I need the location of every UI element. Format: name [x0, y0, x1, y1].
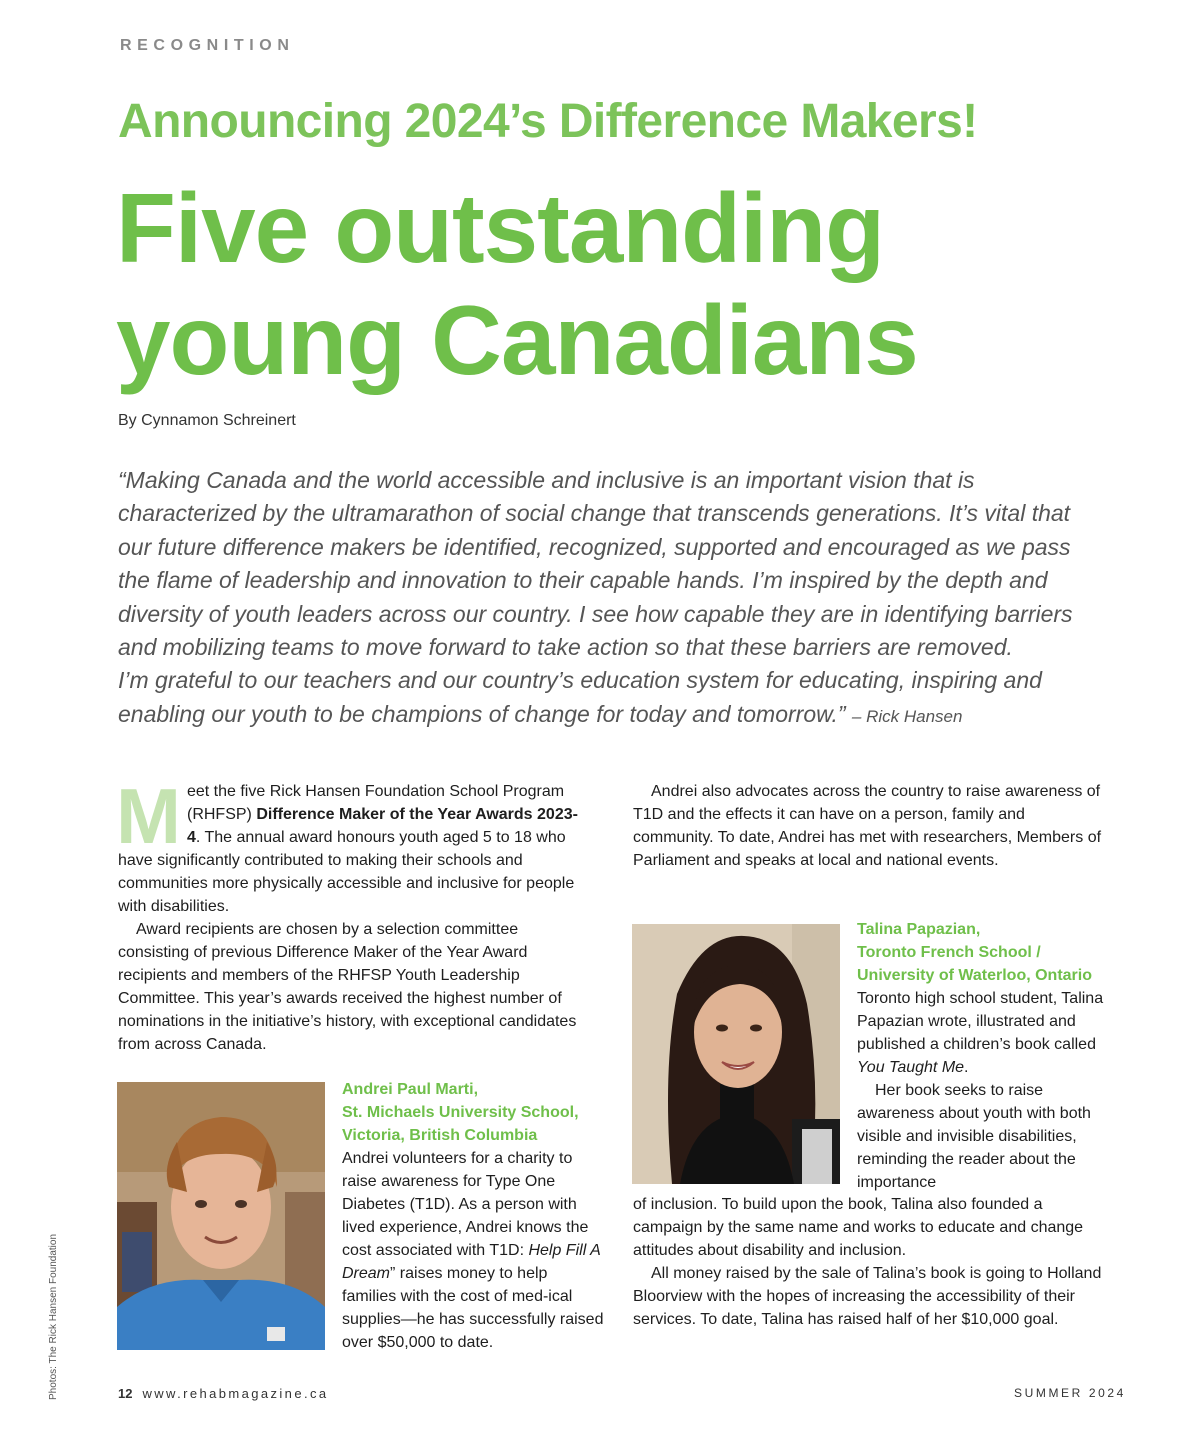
andrei-name-line-1: Andrei Paul Marti,	[342, 1081, 479, 1098]
website-link[interactable]: www.rehabmagazine.ca	[142, 1386, 329, 1401]
talina-name-line-1: Talina Papazian,	[857, 921, 981, 938]
byline: By Cynnamon Schreinert	[118, 412, 296, 429]
quote-attribution: – Rick Hansen	[851, 706, 963, 726]
intro-text: eet the five Rick Hansen Foundation School Program (RHFSP)	[186, 783, 565, 823]
talina-location: University of Waterloo, Ontario	[857, 967, 1092, 984]
andrei-name	[342, 1078, 604, 1147]
talina-paragraph-2-end: of inclusion. To build upon the book, Talina also founded a campaign by the same name and works to educate and change attitudes about disability and inclusion.	[633, 1196, 1084, 1259]
award-name: Difference Maker of the Year Awards 2023-4	[186, 806, 578, 846]
intro-text-end: . The annual award honours youth aged 5 to 18 who have significantly contributed to making their schools and communities more physically accessible and inclusive for people with disabilities.	[118, 829, 575, 915]
talina-paragraph-3: All money raised by the sale of Talina’s book is going to Holland Bloorview with the hopes of increasing the accessibility of their services. To date, Talina has raised half of her $10,000 goal.	[633, 1265, 1102, 1328]
andrei-body-text: Andrei volunteers for a charity to raise awareness for Type One Diabetes (T1D). As a person with lived experience, Andrei knows the cost associated with T1D:	[342, 1150, 589, 1259]
andrei-location: Victoria, British Columbia	[342, 1127, 538, 1144]
quote-text: “Making Canada and the world accessible and inclusive is an important vision that is characterized by the ultramarathon of social change that transcends generations. It’s vital that our future difference makers be identified, recognized, supported and encouraged as we pass the flame of leadership and innovation to their capable hands. I’m inspired by the depth and diversity of youth leaders across our country. I see how capable they are in identifying barriers and mobilizing teams to move forward to take action so that these barriers are removed.	[118, 467, 1073, 661]
andrei-profile	[342, 1078, 604, 1354]
quote-text-2: I’m grateful to our teachers and our country’s education system for educating, inspiring and enabling our youth to be champions of change for today and tomorrow.”	[118, 667, 1042, 727]
talina-profile	[857, 918, 1113, 1194]
talina-photo	[632, 924, 840, 1184]
issue-label: SUMMER 2024	[1014, 1386, 1126, 1400]
book-title: You Taught Me	[857, 1059, 965, 1076]
talina-name	[857, 918, 1113, 987]
andrei-photo	[117, 1082, 325, 1350]
talina-body	[857, 987, 1113, 1079]
talina-school: Toronto French School /	[857, 944, 1041, 961]
footer-left	[118, 1386, 329, 1401]
article-title	[116, 172, 918, 396]
andrei-body	[342, 1147, 604, 1354]
title-line-1: Five outstanding	[116, 173, 884, 283]
headline: Announcing 2024’s Difference Makers!	[118, 95, 978, 148]
andrei-continued	[633, 780, 1103, 872]
page-number: 12	[118, 1386, 133, 1401]
talina-body-period: .	[964, 1059, 969, 1076]
intro-column	[116, 772, 588, 1056]
intro-paragraph-1	[116, 772, 588, 918]
intro-paragraph-2: Award recipients are chosen by a selection committee consisting of previous Difference Maker of the Year Award recipients and members of the RHFSP Youth Leadership Committee. This year’s awards received the highest number of nominations in the initiative’s history, with exceptional candidates from across Canada.	[118, 921, 577, 1053]
photo-credit: Photos: The Rick Hansen Foundation	[48, 1233, 59, 1400]
talina-continued	[633, 1193, 1103, 1331]
andrei-continued-paragraph: Andrei also advocates across the country to raise awareness of T1D and the effects it can have on a person, family and community. To date, Andrei has met with researchers, Members of Parliament and speaks at local and national events.	[633, 783, 1102, 869]
charity-name: Help Fill A Dream	[342, 1242, 601, 1282]
title-line-2: young Canadians	[116, 285, 918, 395]
andrei-body-end: ” raises money to help families with the cost of med-ical supplies—he has successfully raised over $50,000 to date.	[342, 1265, 604, 1351]
drop-cap: M	[116, 772, 181, 860]
talina-paragraph-2-start: Her book seeks to raise awareness about youth with both visible and invisible disabilities, reminding the reader about the importance	[857, 1082, 1091, 1191]
andrei-school: St. Michaels University School,	[342, 1104, 579, 1121]
pull-quote	[118, 464, 1098, 733]
section-label: RECOGNITION	[120, 37, 295, 54]
talina-body-text: Toronto high school student, Talina Papazian wrote, illustrated and published a children’s book called	[857, 990, 1104, 1053]
